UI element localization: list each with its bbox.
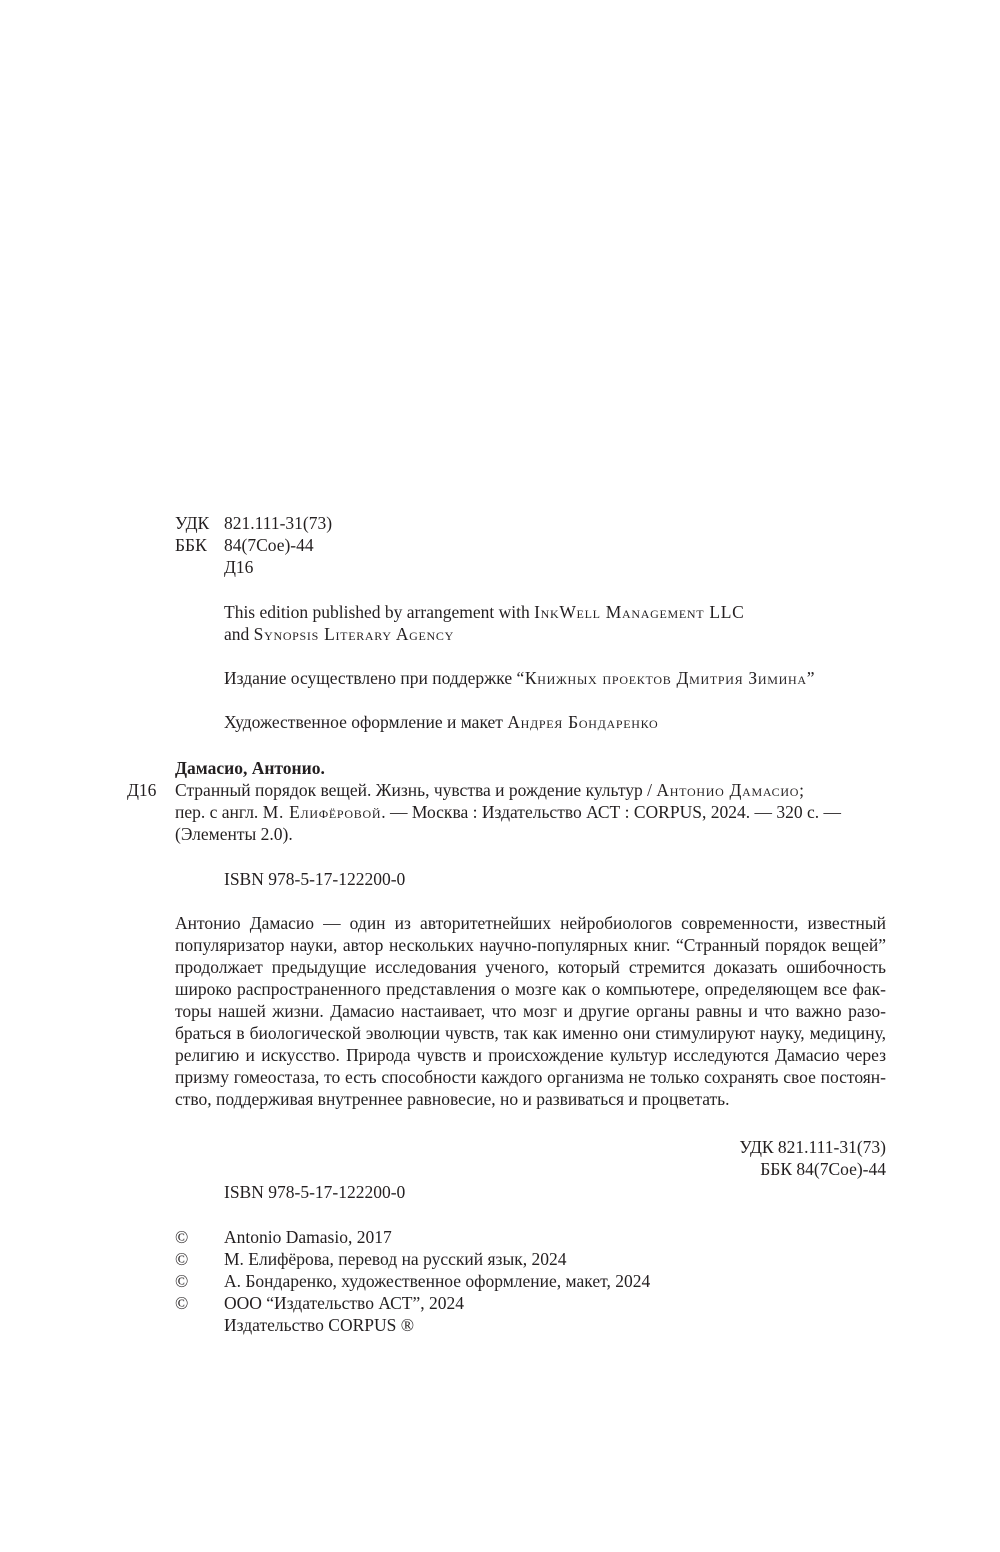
copyright-line (175, 1270, 650, 1292)
catalog-title: Странный порядок вещей. Жизнь, чувства и рождение культур / (175, 780, 657, 800)
copyright-symbol: © (175, 1271, 189, 1291)
edition-note-line-1 (224, 601, 745, 623)
annotation-line: широко распространенного представления о мозге как о компьютере, определяющем все фак- (175, 979, 886, 999)
right-codes (600, 1136, 886, 1180)
classification-block (175, 512, 332, 578)
catalog-line-3: (Элементы 2.0). (175, 824, 293, 844)
catalog-author: Антонио Дамасио (656, 780, 800, 800)
publisher-imprint: Издательство CORPUS ® (224, 1315, 415, 1335)
udk-value: 821.111-31(73) (224, 513, 333, 533)
annotation (175, 912, 886, 1110)
catalog-translation-label: пер. с англ. (175, 802, 263, 822)
edition-note-text: This edition published by arrangement with (224, 602, 535, 622)
edition-note-and: and (224, 624, 254, 644)
catalog-line-1 (175, 779, 886, 801)
copyright-line (175, 1226, 650, 1248)
annotation-line: религию и искусство. Природа чувств и происхождение культур исследуются Дамасио через (175, 1045, 886, 1065)
copyright-text: ООО “Издательство АСТ”, 2024 (224, 1293, 464, 1313)
bbk-value: 84(7Сое)-44 (224, 535, 314, 555)
author-mark: Д16 (224, 557, 254, 577)
copyright-symbol: © (175, 1249, 189, 1269)
udk-row (175, 512, 332, 534)
right-bbk: ББК 84(7Сое)-44 (760, 1159, 886, 1179)
copyright-symbol: © (175, 1227, 189, 1247)
designer-name: Андрея Бондаренко (507, 712, 659, 732)
synopsis-agency: Synopsis Literary Agency (253, 624, 454, 644)
bbk-row (175, 534, 332, 556)
annotation-line: Антонио Дамасио — один из авторитетнейших нейробиологов современности, известный (175, 913, 886, 933)
annotation-line: браться в биологической эволюции чувств, так как именно они стимулируют науку, медицину, (175, 1023, 886, 1043)
catalog-semicolon: ; (799, 780, 804, 800)
annotation-line: торы нашей жизни. Дамасио настаивает, что мозг и другие органы равны и что важно разо- (175, 1001, 886, 1021)
copyright-block (175, 1226, 650, 1336)
isbn-bottom: ISBN 978-5-17-122200-0 (224, 1182, 406, 1202)
copyright-line (175, 1248, 650, 1270)
catalog-line-2 (175, 801, 886, 823)
udk-label: УДК (175, 513, 210, 533)
copyright-text: М. Елифёрова, перевод на русский язык, 2024 (224, 1249, 567, 1269)
annotation-line: призму гомеостаза, то есть способности каждого организма не только сохранять свое постоян- (175, 1067, 886, 1087)
right-udk: УДК 821.111-31(73) (739, 1137, 886, 1157)
support-note (224, 667, 815, 689)
design-note (224, 711, 658, 733)
zimin-project: “Книжных проектов Дмитрия Зимина” (516, 668, 816, 688)
catalog-body (175, 779, 886, 845)
copyright-text: Antonio Damasio, 2017 (224, 1227, 392, 1247)
inkwell-agency: InkWell Management LLC (534, 602, 745, 622)
imprint-line (175, 1314, 650, 1336)
bbk-label: ББК (175, 535, 207, 555)
annotation-line: популяризатор науки, автор нескольких научно-популярных книг. “Странный порядок вещей” (175, 935, 886, 955)
edition-note (224, 601, 745, 645)
catalog-mark: Д16 (127, 780, 157, 800)
annotation-line: ство, поддерживая внутреннее равновесие, но и развиваться и процветать. (175, 1089, 730, 1109)
edition-note-line-2 (224, 623, 745, 645)
design-note-text: Художественное оформление и макет (224, 712, 508, 732)
catalog-heading: Дамасио, Антонио. (175, 758, 325, 778)
author-mark-row (175, 556, 332, 578)
copyright-line (175, 1292, 650, 1314)
catalog-publication-info: . — Москва : Издательство АСТ : CORPUS, 2024. — 320 с. — (381, 802, 841, 822)
annotation-line: продолжает предыдущие исследования ученого, который стремится доказать ошибочность (175, 957, 886, 977)
support-note-text: Издание осуществлено при поддержке (224, 668, 517, 688)
catalog-translator: М. Елифёровой (262, 802, 382, 822)
isbn-top: ISBN 978-5-17-122200-0 (224, 869, 406, 889)
copyright-text: А. Бондаренко, художественное оформление, макет, 2024 (224, 1271, 651, 1291)
copyright-symbol: © (175, 1293, 189, 1313)
